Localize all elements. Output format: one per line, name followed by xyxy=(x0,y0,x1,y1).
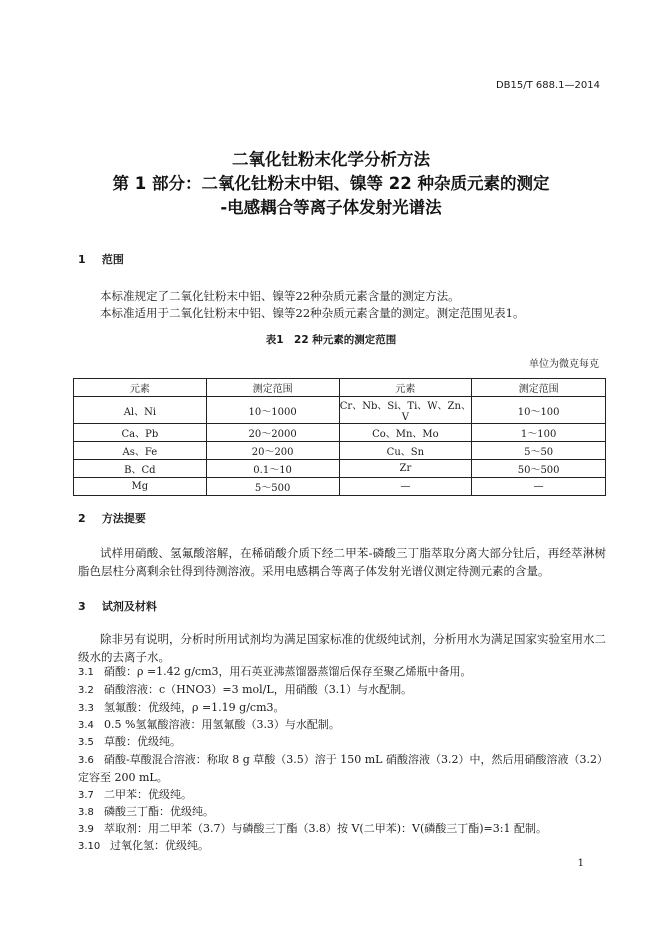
table-header-row xyxy=(74,379,606,397)
table-cell: Zr xyxy=(339,460,472,478)
range-table xyxy=(73,378,606,496)
table-cell: 5～500 xyxy=(206,478,339,496)
table-cell: Mg xyxy=(74,478,207,496)
item-number: 3.9 xyxy=(78,824,94,835)
table-header-cell: 测定范围 xyxy=(472,379,606,397)
item-number: 3.1 xyxy=(78,667,94,678)
table-cell: 0.1～10 xyxy=(206,460,339,478)
section-2-heading xyxy=(78,510,146,526)
section-title: 试剂及材料 xyxy=(101,600,157,613)
table-header-cell: 元素 xyxy=(74,379,207,397)
item-number: 3.6 xyxy=(78,755,94,766)
section-1-paragraph-1: 本标准规定了二氧化钍粉末中铝、镍等22种杂质元素含量的测定方法。 xyxy=(100,289,460,303)
table-header-cell: 元素 xyxy=(339,379,472,397)
reagent-item xyxy=(78,663,608,681)
table-cell: — xyxy=(472,478,606,496)
table-cell: — xyxy=(339,478,472,496)
section-number: 3 xyxy=(78,600,86,613)
item-number: 3.4 xyxy=(78,720,94,731)
item-number: 3.10 xyxy=(78,841,101,852)
reagent-item xyxy=(78,681,608,699)
table-cell: Al、Ni xyxy=(74,397,207,424)
item-number: 3.3 xyxy=(78,703,94,714)
reagent-item xyxy=(78,699,608,717)
table-cell: 10～100 xyxy=(472,397,606,424)
item-text: 硝酸：ρ =1.42 g/cm3，用石英亚沸蒸馏器蒸馏后保存至聚乙烯瓶中备用。 xyxy=(104,665,472,678)
reagent-item xyxy=(78,837,608,855)
item-number: 3.8 xyxy=(78,807,94,818)
title-line-2: 第 1 部分：二氧化钍粉末中铝、镍等 22 种杂质元素的测定 xyxy=(112,174,550,193)
reagent-item xyxy=(78,716,608,734)
table-cell: B、Cd xyxy=(74,460,207,478)
table-row xyxy=(74,460,606,478)
table-cell: 5～50 xyxy=(472,442,606,460)
table-row xyxy=(74,397,606,424)
table-cell: Ca、Pb xyxy=(74,424,207,442)
section-title: 范围 xyxy=(101,253,124,266)
item-number: 3.5 xyxy=(78,737,94,748)
section-title: 方法提要 xyxy=(101,512,146,525)
section-1-paragraph-2: 本标准适用于二氧化钍粉末中铝、镍等22种杂质元素含量的测定。测定范围见表1。 xyxy=(100,306,525,320)
item-number: 3.7 xyxy=(78,790,94,801)
table-cell: Cu、Sn xyxy=(339,442,472,460)
reagent-item xyxy=(78,751,608,786)
table-cell: 20～200 xyxy=(206,442,339,460)
table-row xyxy=(74,442,606,460)
table-unit: 单位为微克每克 xyxy=(529,359,599,370)
section-3-heading xyxy=(78,598,157,614)
title-line-1: 二氧化钍粉末化学分析方法 xyxy=(232,150,430,169)
table-cell: 20～2000 xyxy=(206,424,339,442)
section-2-paragraph: 试样用硝酸、氢氟酸溶解，在稀硝酸介质下经二甲苯-磷酸三丁脂萃取分离大部分钍后，再经萃淋树脂色层柱分离剩余钍得到待测溶液。采用电感耦合等离子体发射光谱仪测定待测元素的含量。 xyxy=(78,546,606,578)
title-line-3: -电感耦合等离子体发射光谱法 xyxy=(220,198,442,217)
item-text: 二甲苯：优级纯。 xyxy=(104,788,192,801)
item-text: 萃取剂：用二甲苯（3.7）与磷酸三丁酯（3.8）按 V(二甲苯)：V(磷酸三丁酯)=3:1 配制。 xyxy=(104,822,547,835)
item-number: 3.2 xyxy=(78,685,94,696)
item-text: 硝酸溶液：c（HNO3）=3 mol/L，用硝酸（3.1）与水配制。 xyxy=(104,683,413,696)
section-3-paragraph: 除非另有说明，分析时所用试剂均为满足国家标准的优级纯试剂，分析用水为满足国家实验室用水二级水的去离子水。 xyxy=(78,632,606,664)
table-cell: Cr、Nb、Si、Ti、W、Zn、V xyxy=(339,397,472,424)
section-1-heading xyxy=(78,251,124,267)
table-row xyxy=(74,478,606,496)
table-cell: 10～1000 xyxy=(206,397,339,424)
item-text: 0.5 %氢氟酸溶液：用氢氟酸（3.3）与水配制。 xyxy=(104,718,340,731)
document-title xyxy=(0,148,662,220)
reagent-item xyxy=(78,820,608,838)
table-cell: As、Fe xyxy=(74,442,207,460)
reagent-item xyxy=(78,786,608,804)
reagent-item xyxy=(78,733,608,751)
reagent-item xyxy=(78,803,608,821)
table-row xyxy=(74,424,606,442)
item-text: 草酸：优级纯。 xyxy=(104,735,181,748)
item-text: 硝酸-草酸混合溶液：称取 8 g 草酸（3.5）溶于 150 mL 硝酸溶液（3.2）中，然后用硝酸溶液（3.2）定容至 200 mL。 xyxy=(78,753,608,784)
section-number: 2 xyxy=(78,512,86,525)
standard-code: DB15/T 688.1—2014 xyxy=(495,80,600,91)
page-number: 1 xyxy=(577,858,584,869)
table-cell: 50～500 xyxy=(472,460,606,478)
table-cell: Co、Mn、Mo xyxy=(339,424,472,442)
table-cell: 1～100 xyxy=(472,424,606,442)
item-text: 磷酸三丁酯：优级纯。 xyxy=(104,805,214,818)
section-number: 1 xyxy=(78,253,86,266)
item-text: 过氧化氢：优级纯。 xyxy=(110,839,209,852)
item-text: 氢氟酸：优级纯，ρ =1.19 g/cm3。 xyxy=(104,701,285,714)
table-header-cell: 测定范围 xyxy=(206,379,339,397)
table-title: 表1 22 种元素的测定范围 xyxy=(265,334,397,346)
